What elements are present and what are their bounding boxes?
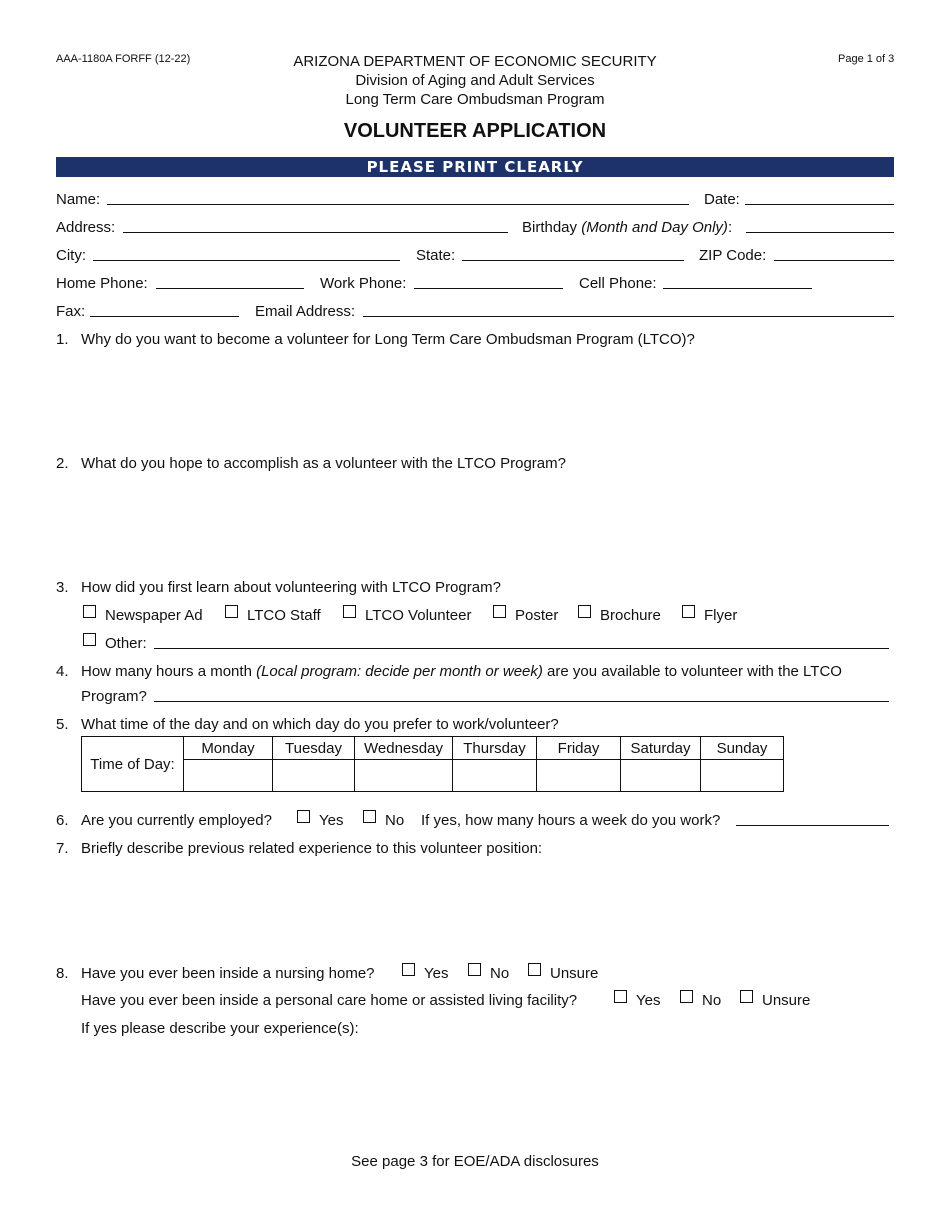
poster-checkbox[interactable]: [493, 605, 506, 618]
q7-answer-area[interactable]: [81, 861, 894, 956]
work-phone-label: Work Phone:: [320, 275, 407, 292]
ltco-staff-label: LTCO Staff: [247, 607, 321, 624]
other-checkbox[interactable]: [83, 633, 96, 646]
assisted-living-yes-checkbox[interactable]: [614, 990, 627, 1003]
birthday-field[interactable]: [746, 232, 894, 233]
nursing-home-no-checkbox[interactable]: [468, 963, 481, 976]
schedule-table: [81, 736, 784, 792]
page-number: Page 1 of 3: [838, 53, 895, 65]
agency-name: ARIZONA DEPARTMENT OF ECONOMIC SECURITY: [293, 53, 657, 70]
q2-number: 2.: [56, 455, 69, 472]
date-field[interactable]: [745, 204, 894, 205]
cell-phone-label: Cell Phone:: [579, 275, 657, 292]
zip-label: ZIP Code:: [699, 247, 767, 264]
q6-number: 6.: [56, 812, 69, 829]
home-phone-field[interactable]: [156, 288, 304, 289]
date-label: Date:: [704, 191, 740, 208]
q1-number: 1.: [56, 331, 69, 348]
q8-text-3: If yes please describe your experience(s):: [81, 1020, 359, 1037]
work-phone-field[interactable]: [414, 288, 563, 289]
q3-number: 3.: [56, 579, 69, 596]
nursing-home-yes-label: Yes: [424, 965, 449, 982]
address-field[interactable]: [123, 232, 508, 233]
q8-answer-area[interactable]: [81, 1042, 894, 1137]
poster-label: Poster: [515, 607, 559, 624]
time-of-day-label: Time of Day:: [82, 737, 184, 792]
time-cell-friday[interactable]: [537, 760, 621, 792]
birthday-label: Birthday (Month and Day Only):: [522, 219, 733, 236]
q2-answer-area[interactable]: [81, 476, 894, 576]
employed-no-label: No: [385, 812, 405, 829]
brochure-label: Brochure: [600, 607, 661, 624]
q7-text: Briefly describe previous related experience to this volunteer position:: [81, 840, 543, 857]
time-cell-saturday[interactable]: [621, 760, 701, 792]
address-label: Address:: [56, 219, 116, 236]
form-number: AAA-1180A FORFF (12-22): [56, 53, 191, 65]
footer-disclosure: See page 3 for EOE/ADA disclosures: [351, 1153, 599, 1170]
assisted-living-unsure-label: Unsure: [762, 992, 811, 1009]
other-label: Other:: [105, 635, 147, 652]
q5-text: What time of the day and on which day do you prefer to work/volunteer?: [81, 716, 559, 733]
q6-text: Are you currently employed?: [81, 812, 272, 829]
cell-phone-field[interactable]: [663, 288, 812, 289]
work-hours-field[interactable]: [736, 825, 889, 826]
city-label: City:: [56, 247, 86, 264]
q8-text-2: Have you ever been inside a personal care home or assisted living facility?: [81, 992, 578, 1009]
nursing-home-yes-checkbox[interactable]: [402, 963, 415, 976]
time-cell-monday[interactable]: [184, 760, 273, 792]
flyer-checkbox[interactable]: [682, 605, 695, 618]
brochure-checkbox[interactable]: [578, 605, 591, 618]
time-cell-wednesday[interactable]: [355, 760, 453, 792]
work-hours-label: If yes, how many hours a week do you work?: [421, 812, 721, 829]
state-label: State:: [416, 247, 456, 264]
q4-text: How many hours a month (Local program: decide per month or week) are you available to volunteer with the LTCO: [81, 663, 842, 680]
page-title: VOLUNTEER APPLICATION: [343, 120, 607, 142]
other-field[interactable]: [154, 648, 889, 649]
day-header-wednesday: Wednesday: [355, 737, 453, 760]
name-label: Name:: [56, 191, 101, 208]
q4-text-cont: Program?: [81, 688, 147, 705]
q7-number: 7.: [56, 840, 69, 857]
nursing-home-unsure-checkbox[interactable]: [528, 963, 541, 976]
day-header-tuesday: Tuesday: [273, 737, 355, 760]
day-header-thursday: Thursday: [453, 737, 537, 760]
assisted-living-unsure-checkbox[interactable]: [740, 990, 753, 1003]
employed-yes-checkbox[interactable]: [297, 810, 310, 823]
assisted-living-no-label: No: [702, 992, 722, 1009]
city-field[interactable]: [93, 260, 400, 261]
time-cell-tuesday[interactable]: [273, 760, 355, 792]
state-field[interactable]: [462, 260, 684, 261]
ltco-volunteer-label: LTCO Volunteer: [365, 607, 472, 624]
division-name: Division of Aging and Adult Services: [355, 72, 595, 89]
nursing-home-unsure-label: Unsure: [550, 965, 599, 982]
employed-yes-label: Yes: [319, 812, 344, 829]
employed-no-checkbox[interactable]: [363, 810, 376, 823]
day-header-sunday: Sunday: [701, 737, 784, 760]
print-clearly-banner: PLEASE PRINT CLEARLY: [56, 157, 894, 177]
q3-text: How did you first learn about volunteering with LTCO Program?: [81, 579, 501, 596]
assisted-living-no-checkbox[interactable]: [680, 990, 693, 1003]
flyer-label: Flyer: [704, 607, 738, 624]
time-cell-sunday[interactable]: [701, 760, 784, 792]
day-header-friday: Friday: [537, 737, 621, 760]
program-name: Long Term Care Ombudsman Program: [345, 91, 605, 108]
email-field[interactable]: [363, 316, 894, 317]
zip-field[interactable]: [774, 260, 894, 261]
email-label: Email Address:: [255, 303, 356, 320]
newspaper-ad-checkbox[interactable]: [83, 605, 96, 618]
ltco-staff-checkbox[interactable]: [225, 605, 238, 618]
fax-field[interactable]: [90, 316, 239, 317]
ltco-volunteer-checkbox[interactable]: [343, 605, 356, 618]
q5-number: 5.: [56, 716, 69, 733]
home-phone-label: Home Phone:: [56, 275, 148, 292]
q4-number: 4.: [56, 663, 69, 680]
hours-available-field[interactable]: [154, 701, 889, 702]
q2-text: What do you hope to accomplish as a volunteer with the LTCO Program?: [81, 455, 566, 472]
q1-text: Why do you want to become a volunteer for Long Term Care Ombudsman Program (LTCO)?: [81, 331, 695, 348]
q8-text: Have you ever been inside a nursing home?: [81, 965, 375, 982]
name-field[interactable]: [107, 204, 689, 205]
day-header-monday: Monday: [184, 737, 273, 760]
fax-label: Fax:: [56, 303, 86, 320]
q1-answer-area[interactable]: [81, 352, 894, 452]
day-header-saturday: Saturday: [621, 737, 701, 760]
nursing-home-no-label: No: [490, 965, 510, 982]
assisted-living-yes-label: Yes: [636, 992, 661, 1009]
time-cell-thursday[interactable]: [453, 760, 537, 792]
q8-number: 8.: [56, 965, 69, 982]
newspaper-ad-label: Newspaper Ad: [105, 607, 203, 624]
